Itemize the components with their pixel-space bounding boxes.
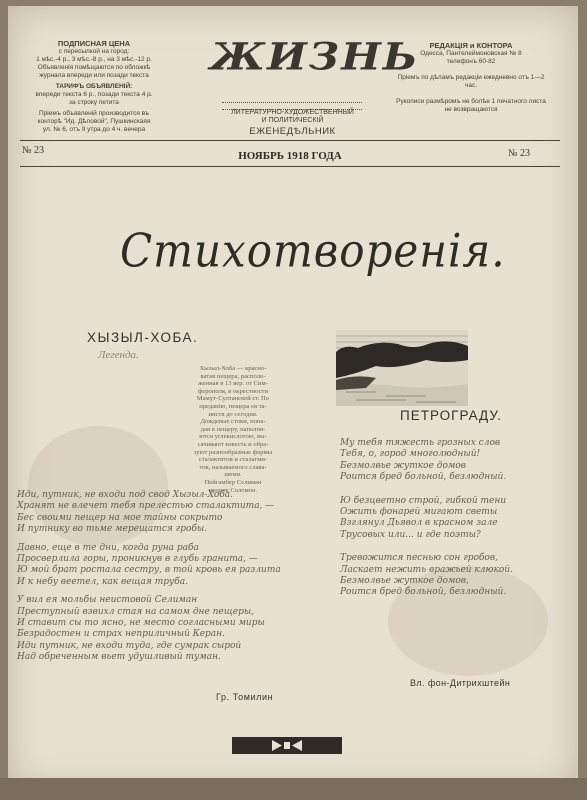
editorial-line: Пріемъ по дѣламъ редакціи ежедневно отъ 1—2 час.: [397, 74, 545, 89]
tariff-line: впереди текста 6 р., позади текста 4 р.: [35, 91, 153, 98]
poem-line: Преступный взвихл стая на самом дне пещеры,: [17, 606, 255, 617]
tariff-line: за строку петита: [69, 99, 119, 106]
section-title: Стихотворенія.: [120, 223, 506, 278]
stanza-gap: [340, 484, 513, 496]
reception-line: конторѣ "Ид. Дѣловой", Пушкинскаяя: [37, 118, 151, 125]
footnote-line: женная в 13 вер. от Сим-: [198, 380, 268, 388]
poem-author: Гр. Томилин: [216, 692, 274, 702]
footnote-line: ферополя, в окрестности: [198, 387, 268, 395]
issue-date: НОЯБРЬ 1918 ГОДА: [238, 150, 342, 162]
weekly-label: ЕЖЕНЕДѢЛЬНИК: [249, 126, 336, 137]
poem-line: Тебя, о, город многолюдный!: [340, 449, 481, 460]
stanza-gap: [340, 541, 513, 553]
stanza-gap: [17, 536, 281, 543]
poem-line: Тревожится песнью сон гробов,: [340, 553, 498, 564]
poem-line: Над обреченным вьет удушливый туман.: [17, 652, 221, 663]
poem-line: И к небу веетел, как вещая труба.: [17, 576, 188, 587]
poem-line: Ожить фонарей мигают светы: [340, 507, 498, 518]
footnote-line: зуют разнообразные формы: [193, 448, 273, 456]
poem-line: И ставит сы то ясно, не место согласными миры: [17, 618, 265, 629]
issue-number-left: № 23: [22, 145, 45, 156]
poem-line: Давно, еще в те дни, когда руна раба: [17, 542, 199, 553]
poem-line: Ласкает нежить вражьей клюкой.: [340, 564, 513, 575]
editorial-line: Рукописи размѣромъ не болѣе 1 печатного листа не возвращаются: [396, 98, 546, 113]
header-rule: [20, 140, 560, 141]
footnote-line: пророк Соломон.: [208, 486, 258, 494]
footnote-line: преданію, пещера ея та-: [199, 402, 267, 410]
poem-line: Ю безцветно строй, гибкой тени: [340, 495, 507, 506]
poem-footnote: [158, 365, 308, 494]
reception-line: ул. № 6, отъ 9 утра до 4 ч. вечера: [42, 126, 146, 133]
poem-line: Ю мой брат ростала сестру, в той кровь ея разлита: [17, 565, 281, 576]
poem-body: [17, 490, 281, 664]
poem-line: Му тебя тяжесть грозных слов: [340, 438, 501, 448]
editorial-block: [396, 42, 546, 114]
subscription-line: с пересылкой на город:: [58, 48, 130, 55]
footnote-line: сачивают известь и обра-: [197, 440, 269, 448]
footnote-line: шеми.: [224, 471, 242, 479]
poem-author: Вл. фон-Дитрихштейн: [410, 678, 511, 688]
poem-line: Роится бред больной, безлюдный.: [340, 472, 507, 483]
footnote-line: Хызыл-Хоба — красно-: [199, 365, 267, 372]
subscription-title: ПОДПИСНАЯ ЦЕНА: [57, 39, 131, 48]
date-rule: [20, 166, 560, 167]
issue-number-right: № 23: [508, 148, 531, 159]
footnote-line: ватая пещера, располо-: [200, 372, 266, 380]
seascape-illustration: [336, 330, 468, 406]
subtitle-line: ЛИТЕРАТУРНО-ХУДОЖЕСТВЕННЫЙ: [231, 109, 354, 116]
reception-line: Пріемъ объявленій производится въ: [39, 110, 149, 117]
masthead-title: ЖИЗНЬ: [210, 34, 420, 79]
poem-line: Взглянул Дьявол в красном зале: [340, 518, 498, 529]
poem-line: Безмолвье жуткое домов,: [340, 576, 469, 587]
footnote-line: сталактитов и сталагми-: [198, 456, 268, 464]
editorial-line: телефонъ 60-82: [446, 58, 496, 65]
poem-title: ХЫЗЫЛ-ХОБА.: [87, 330, 199, 345]
poem-line: Иди путник, не входи туда, где сумрак сырой: [17, 640, 242, 651]
poem-line: Бес своими пещер на мое тайны сокрыто: [17, 512, 223, 523]
poem-line: Хранят не влечет тебя прелестью сталактита, —: [17, 501, 275, 512]
subscription-line: Объявленія помѣщаются по обложкѣ: [37, 64, 151, 71]
footnote-line: тов, называемого слава-: [199, 463, 267, 471]
poem-subtitle: Легенда.: [98, 349, 139, 361]
poem-body: [340, 438, 513, 599]
poem-line: Безрадостен и страх неприличный Керан.: [17, 629, 225, 640]
editorial-line: Одесса, Пантелеймоновская № 8: [420, 50, 522, 57]
masthead-subtitle: [215, 109, 370, 125]
subscription-block: [24, 40, 164, 134]
footnote-line: Дождевые стоки, попа-: [200, 418, 266, 426]
subscription-line: 1 мѣс.-4 р., 3 мѣс.-8 р., на 3 мѣс.-12 р.: [36, 56, 152, 63]
subscription-line: журнала впереди или позади текста: [39, 72, 149, 79]
footnote-line: Мамут-Султанской ст. По: [196, 395, 270, 403]
subtitle-line: И ПОЛИТИЧЕСКІЙ: [261, 117, 324, 124]
poem-title: ПЕТРОГРАДУ.: [400, 408, 502, 423]
ornament-center: [284, 742, 290, 749]
bottom-ornament: [232, 737, 342, 754]
poem-line: И путнику во тьме мерещатся гробы.: [17, 524, 208, 535]
footnote-line: ются углекислотою, вы-: [199, 433, 267, 441]
poem-line: Иди, путник, не входи под свод Хызыл-Хоба.: [17, 490, 233, 500]
footnote-line: инств до сегодня.: [208, 410, 258, 418]
tariff-title: ТАРИФЪ ОБЪЯВЛЕНІЙ:: [55, 83, 133, 90]
editorial-title: РЕДАКЦІЯ и КОНТОРА: [429, 41, 513, 50]
background-strip: [0, 778, 587, 800]
poem-line: Безмолвье жуткое домов: [340, 460, 466, 471]
footnote-line: Пейгамбер Селиман: [204, 478, 262, 486]
poem-line: Просверлила горы, проникнув в глубь гранита, —: [17, 554, 258, 565]
poem-line: Трусовых или... и где поэты?: [340, 529, 481, 540]
footnote-line: дая в пещеру, наполня-: [200, 425, 266, 433]
poem-line: У вил ея мольбы неистовой Селиман: [17, 595, 198, 606]
poem-line: Роится бред больной, безлюдный.: [340, 587, 507, 598]
